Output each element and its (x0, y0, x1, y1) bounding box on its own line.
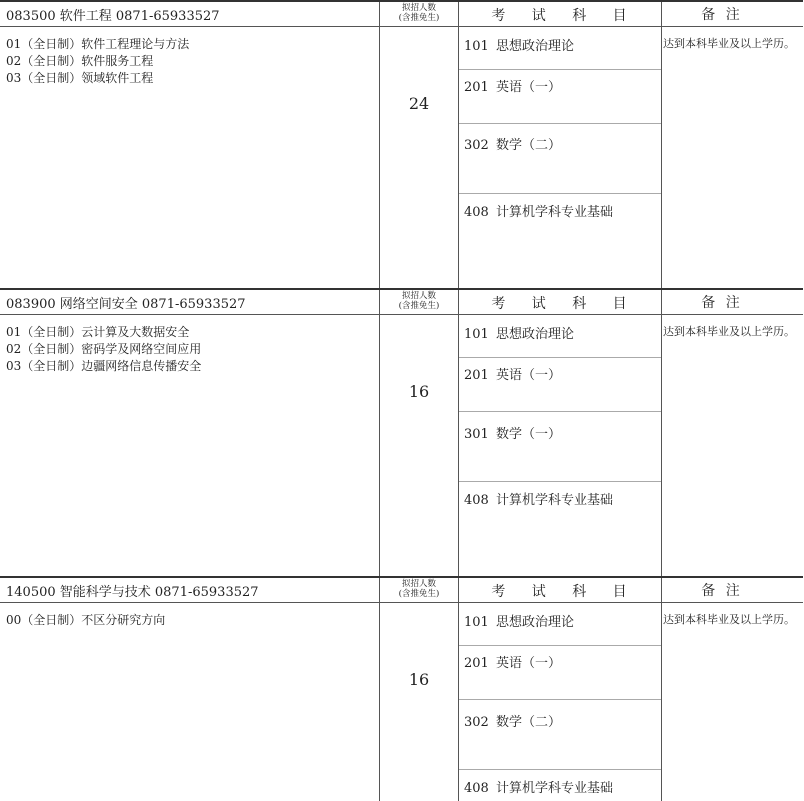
column-divider (379, 578, 380, 801)
exam-subject: 302 数学（二） (464, 138, 562, 153)
research-directions (6, 36, 189, 87)
program-title: 140500 智能科学与技术 0871-65933527 (6, 585, 259, 600)
exam-subject: 101 思想政治理论 (464, 39, 575, 54)
program-block (0, 576, 803, 801)
subject-divider (459, 699, 661, 700)
subject-divider (459, 123, 661, 124)
exam-subjects-header: 考 试 科 目 (491, 584, 629, 600)
admission-note: 达到本科毕业及以上学历。 (663, 325, 795, 338)
program-block (0, 0, 803, 290)
column-divider (661, 578, 662, 801)
subject-divider (459, 411, 661, 412)
direction-item: 02（全日制）密码学及网络空间应用 (6, 342, 202, 356)
program-header (0, 290, 803, 315)
quota-header: 拟招人数 (含推免生) (398, 3, 440, 23)
program-block (0, 288, 803, 578)
notes-header: 备 注 (701, 583, 743, 599)
subject-divider (459, 69, 661, 70)
column-divider (661, 2, 662, 290)
notes-header: 备 注 (701, 295, 743, 311)
column-divider (379, 290, 380, 578)
column-divider (458, 2, 459, 290)
direction-item: 02（全日制）软件服务工程 (6, 54, 154, 68)
column-divider (458, 578, 459, 801)
direction-item: 00（全日制）不区分研究方向 (6, 613, 166, 627)
admission-note: 达到本科毕业及以上学历。 (663, 37, 795, 50)
program-header (0, 578, 803, 603)
direction-item: 03（全日制）边疆网络信息传播安全 (6, 359, 202, 373)
exam-subjects-header: 考 试 科 目 (491, 296, 629, 312)
subject-divider (459, 481, 661, 482)
exam-subject: 101 思想政治理论 (464, 327, 575, 342)
quota-header: 拟招人数 (含推免生) (398, 579, 440, 599)
subject-divider (459, 357, 661, 358)
exam-subject: 302 数学（二） (464, 715, 562, 730)
column-divider (661, 290, 662, 578)
research-directions (6, 324, 201, 375)
enrollment-count: 16 (408, 382, 430, 401)
admission-note: 达到本科毕业及以上学历。 (663, 613, 795, 626)
subject-divider (459, 193, 661, 194)
subject-divider (459, 769, 661, 770)
program-title: 083900 网络空间安全 0871-65933527 (6, 297, 246, 312)
exam-subject: 408 计算机学科专业基础 (464, 205, 614, 220)
exam-subjects-header: 考 试 科 目 (491, 8, 629, 24)
column-divider (379, 2, 380, 290)
notes-header: 备 注 (701, 7, 743, 23)
exam-subject: 408 计算机学科专业基础 (464, 493, 614, 508)
exam-subject: 101 思想政治理论 (464, 615, 575, 630)
direction-item: 03（全日制）领域软件工程 (6, 71, 154, 85)
research-directions (6, 612, 165, 629)
enrollment-count: 16 (408, 670, 430, 689)
exam-subject: 408 计算机学科专业基础 (464, 781, 614, 796)
program-title: 083500 软件工程 0871-65933527 (6, 9, 220, 24)
exam-subject: 301 数学（一） (464, 427, 562, 442)
enrollment-count: 24 (408, 94, 430, 113)
quota-header: 拟招人数 (含推免生) (398, 291, 440, 311)
direction-item: 01（全日制）云计算及大数据安全 (6, 325, 190, 339)
column-divider (458, 290, 459, 578)
exam-subject: 201 英语（一） (464, 80, 562, 95)
exam-subject: 201 英语（一） (464, 656, 562, 671)
program-header (0, 2, 803, 27)
subject-divider (459, 645, 661, 646)
exam-subject: 201 英语（一） (464, 368, 562, 383)
direction-item: 01（全日制）软件工程理论与方法 (6, 37, 190, 51)
